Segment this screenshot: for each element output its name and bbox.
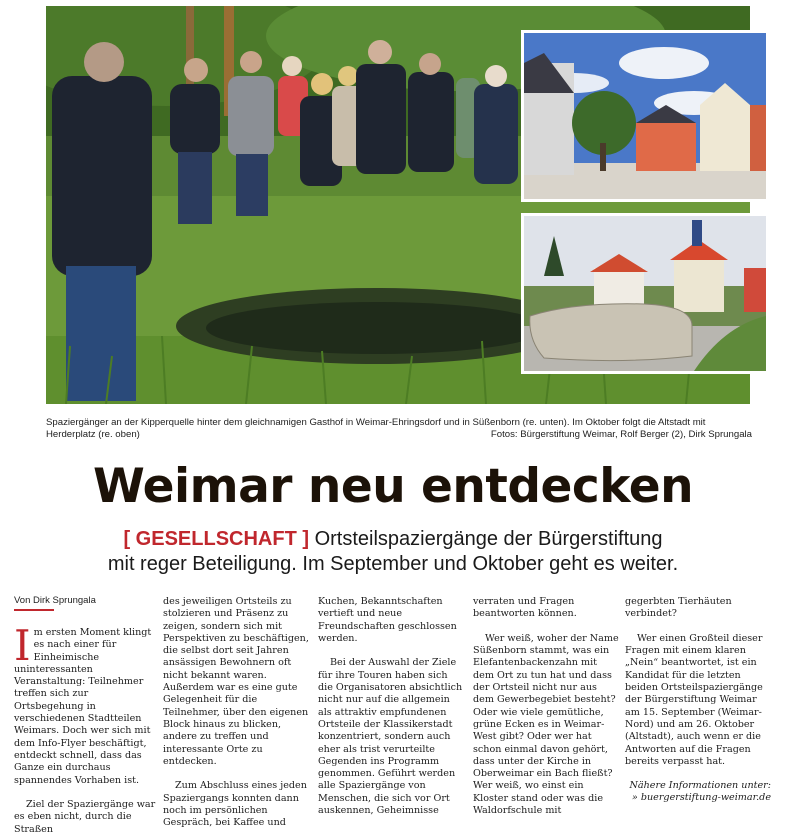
inset-photo-bottom [521,213,769,374]
inset-photo-top [521,30,769,202]
paragraph: gegerbten Tierhäuten verbindet? [625,596,732,620]
caption-text: Spaziergänger an der Kipperquelle hinter dem gleichnamigen Gasthof in Weimar-Ehringsdorf und in Süßenborn (re. unten). Im Oktober folgt die Altstadt mit Herderplatz (re. oben) [46,417,706,440]
subheadline [0,527,786,577]
article-column-3 [318,596,464,817]
byline: Von Dirk Sprungala [14,595,96,606]
article-column-1 [14,621,160,836]
paragraph: des jeweiligen Ortsteils zu stolzieren und Präsenz zu zeigen, sondern sich mit Perspektiven zu beschäftigen, die selbst dort seit Jahren ansässigen Bewohnern oft nicht bekannt waren. Außerdem war es eine gute Gelegenheit für die Teilnehmer, über den eigenen Block hinaus zu blicken, andere zu treffen und interessante Orte zu entdecken. [163,596,309,767]
article-column-5 [625,596,771,805]
old-town-square-photo-icon [524,33,766,199]
article-column-4 [473,596,619,817]
drop-cap: I [14,621,31,670]
paragraph: Bei der Auswahl der Ziele für ihre Touren haben sich die Organisatoren absichtlich nicht nur auf die allgemein als attraktiv empfundenen Ortsteile der Klassikerstadt konzentriert, sondern auch eher als trist verurteilte Gegenden ins Programm genommen. Geführt werden alle Spaziergänge von Menschen, die sich vor Ort auskennen, Geheimnisse [318,657,463,817]
info-link[interactable]: » buergerstiftung-weimar.de [631,792,771,804]
stone-monument-photo-icon [524,216,766,371]
rubric-label: [ GESELLSCHAFT ] [123,528,310,550]
paragraph: m ersten Moment klingt es nach einer für Einheimische uninteressanten Veranstaltung: Teilnehmer treffen sich zur Ortsbegehung in verschiedenen Stadtteilen Weimars. Doch wer sich mit dem Info-Flyer beschäftigt, entdeckt schnell, dass das Ganze ein durchaus spannendes Vorhaben ist. [14,627,152,786]
subhead-line-1: Ortsteilspaziergänge der Bürgerstiftung [309,528,663,550]
paragraph: Zum Abschluss eines jeden Spaziergangs konnten dann noch im persönlichen Gespräch, bei Kaffee und [163,780,307,829]
photo-credit: Fotos: Bürgerstiftung Weimar, Rolf Berger (2), Dirk Sprungala [490,429,752,440]
paragraph: Wer einen Großteil dieser Fragen mit einem klaren „Nein“ beantwortet, ist ein Kandidat für die letzten beiden Ortsteilspaziergänge der Bürgerstiftung Weimar am 15. September (Weimar-Nord) und am 26. Oktober (Altstadt), auch wenn er die Antworten auf die Fragen bereits verpasst hat. [625,632,763,767]
info-note [625,780,771,805]
paragraph: Ziel der Spaziergänge war es eben nicht, durch die Straßen [14,799,156,835]
info-label: Nähere Informationen unter: [629,780,771,792]
paragraph: Kuchen, Bekanntschaften vertieft und neue Freundschaften geschlossen werden. [318,596,457,644]
article-column-2 [163,596,309,830]
paragraph: Wer weiß, woher der Name Süßenborn stammt, was ein Elefantenbackenzahn mit dem Ort zu tun hat und dass der Ortsteil nicht nur aus dem Gewerbegebiet besteht? Oder wie viele gemütliche, grüne Ecken es in Weimar-West gibt? Oder wer hat schon einmal davon gehört, dass unter der Kirche in Oberweimar ein Bach fließt? Wer weiß, wo einst ein Kloster stand oder was die Waldorfschule mit [473,632,619,817]
subhead-line-2: mit reger Beteiligung. Im September und Oktober geht es weiter. [107,553,679,575]
photo-caption [46,417,752,441]
headline: Weimar neu entdecken [92,459,694,514]
paragraph: verraten und Fragen beantworten können. [473,596,577,620]
byline-divider [14,609,54,611]
